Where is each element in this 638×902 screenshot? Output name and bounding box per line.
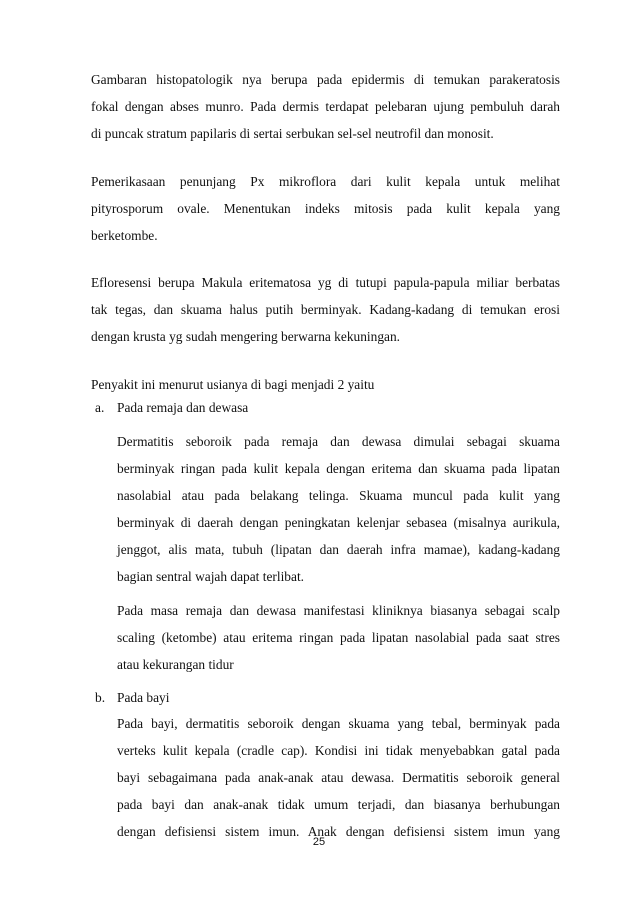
page-number: 25 bbox=[312, 836, 326, 848]
list-paragraph-line: Pada bayi, dermatitis seboroik dengan skuama yang tebal, berminyak pada bbox=[117, 716, 560, 731]
paragraph-line: tak tegas, dan skuama halus putih berminyak. Kadang-kadang di temukan erosi bbox=[91, 302, 560, 317]
list-paragraph-line: berminyak di daerah dengan peningkatan kelenjar sebasea (misalnya aurikula, bbox=[117, 515, 560, 530]
list-paragraph-line: dengan defisiensi sistem imun. Anak dengan defisiensi sistem imun yang bbox=[117, 824, 560, 839]
list-item-title: Pada remaja dan dewasa bbox=[117, 400, 249, 415]
list-paragraph-line: bagian sentral wajah dapat terlibat. bbox=[117, 569, 305, 584]
paragraph-line: pityrosporum ovale. Menentukan indeks mitosis pada kulit kepala yang bbox=[91, 201, 560, 216]
list-paragraph-line: jenggot, alis mata, tubuh (lipatan dan daerah infra mamae), kadang-kadang bbox=[117, 542, 560, 557]
paragraph-line: Gambaran histopatologik nya berupa pada epidermis di temukan parakeratosis bbox=[91, 72, 560, 87]
list-paragraph-line: verteks kulit kepala (cradle cap). Kondisi ini tidak menyebabkan gatal pada bbox=[117, 743, 560, 758]
list-item-title: Pada bayi bbox=[117, 690, 170, 705]
list-paragraph-line: scaling (ketombe) atau eritema ringan pada lipatan nasolabial pada saat stres bbox=[117, 630, 560, 645]
paragraph-line: dengan krusta yg sudah mengering berwarna kekuningan. bbox=[91, 329, 401, 344]
list-paragraph-line: atau kekurangan tidur bbox=[117, 657, 234, 672]
paragraph-line: di puncak stratum papilaris di sertai serbukan sel-sel neutrofil dan monosit. bbox=[91, 126, 494, 141]
paragraph-line: fokal dengan abses munro. Pada dermis terdapat pelebaran ujung pembuluh darah bbox=[91, 99, 560, 114]
list-paragraph-line: bayi sebagaimana pada anak-anak atau dewasa. Dermatitis seboroik general bbox=[117, 770, 560, 785]
list-marker: b. bbox=[95, 690, 106, 705]
paragraph-line: Pemerikasaan penunjang Px mikroflora dari kulit kepala untuk melihat bbox=[91, 174, 560, 189]
list-paragraph-line: berminyak ringan pada kulit kepala dengan eritema dan skuama pada lipatan bbox=[117, 461, 560, 476]
list-paragraph-line: Pada masa remaja dan dewasa manifestasi kliniknya biasanya sebagai scalp bbox=[117, 603, 560, 618]
list-paragraph-line: Dermatitis seboroik pada remaja dan dewasa dimulai sebagai skuama bbox=[117, 434, 560, 449]
list-paragraph-line: nasolabial atau pada belakang telinga. Skuama muncul pada kulit yang bbox=[117, 488, 560, 503]
paragraph-line: berketombe. bbox=[91, 228, 158, 243]
paragraph-line: Efloresensi berupa Makula eritematosa yg di tutupi papula-papula miliar berbatas bbox=[91, 275, 560, 290]
list-marker: a. bbox=[95, 400, 105, 415]
list-paragraph-line: pada bayi dan anak-anak tidak umum terjadi, dan biasanya berhubungan bbox=[117, 797, 560, 812]
paragraph-line: Penyakit ini menurut usianya di bagi menjadi 2 yaitu bbox=[91, 377, 375, 392]
